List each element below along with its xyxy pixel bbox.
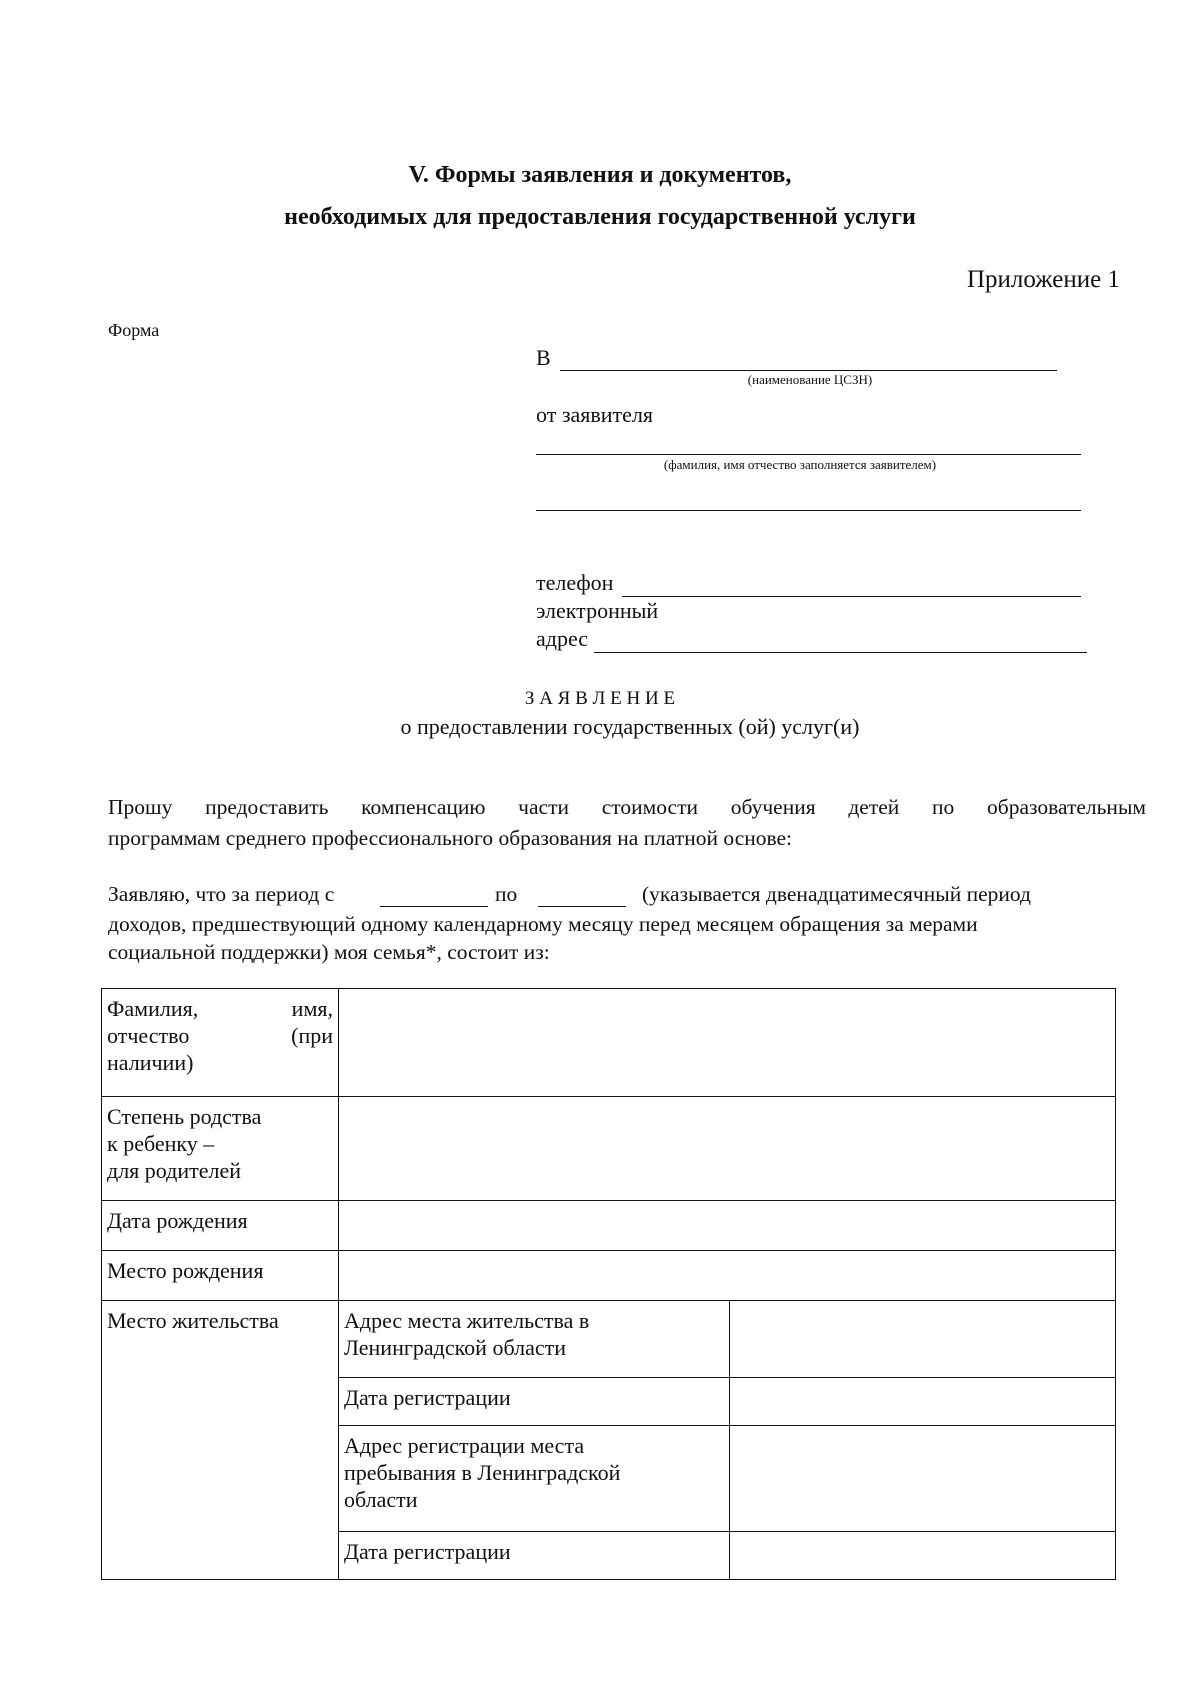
email-label-1: электронный	[536, 598, 659, 623]
paragraph-1-line-2: программам среднего профессионального образования на платной основе:	[108, 826, 793, 850]
stay-address-line-2: пребывания в Ленинградской	[344, 1460, 621, 1485]
period-to-text: по	[495, 882, 518, 906]
stay-registration-date-value-cell[interactable]	[730, 1532, 1116, 1580]
form-label: Форма	[108, 320, 160, 340]
kinship-value-cell[interactable]	[339, 1097, 1116, 1201]
table-row	[102, 1301, 1116, 1378]
from-caption: (фамилия, имя отчество заполняется заявителем)	[663, 457, 937, 472]
birth-place-value-cell[interactable]	[339, 1251, 1116, 1301]
stay-address-label-cell	[339, 1426, 730, 1532]
fio-word-5: наличии)	[107, 1050, 194, 1075]
registration-date-label: Дата регистрации	[339, 1378, 730, 1426]
kinship-line-2: к ребенку –	[107, 1131, 215, 1156]
birth-place-label: Место рождения	[102, 1251, 339, 1301]
appendix-label: Приложение 1	[967, 266, 1120, 293]
birth-date-label: Дата рождения	[102, 1201, 339, 1251]
residence-address-line-2: Ленинградской области	[344, 1335, 566, 1360]
fio-word-4: (при	[291, 1023, 333, 1048]
kinship-line-1: Степень родства	[107, 1104, 262, 1129]
period-to-field[interactable]	[538, 906, 626, 907]
email-field-line[interactable]	[594, 652, 1087, 653]
fio-word-3: отчество	[107, 1023, 190, 1048]
residence-address-label-cell	[339, 1301, 730, 1378]
period-from-field[interactable]	[380, 906, 488, 907]
kinship-line-3: для родителей	[107, 1158, 242, 1183]
table-row	[102, 989, 1116, 1097]
email-label-2: адрес	[536, 626, 589, 651]
fio-value-cell[interactable]	[339, 989, 1116, 1097]
from-field-line-2[interactable]	[536, 510, 1081, 511]
statement-subtitle: о предоставлении государственных (ой) услуг(и)	[400, 714, 860, 739]
to-caption: (наименование ЦСЗН)	[747, 372, 873, 387]
fio-word-2: имя,	[291, 996, 333, 1021]
residence-address-value-cell[interactable]	[730, 1301, 1116, 1378]
statement-title: З А Я В Л Е Н И Е	[524, 688, 676, 709]
heading-line-1: V. Формы заявления и документов,	[408, 162, 792, 188]
period-from-text: Заявляю, что за период с	[108, 882, 335, 906]
registration-date-value-cell[interactable]	[730, 1378, 1116, 1426]
stay-registration-date-label: Дата регистрации	[339, 1532, 730, 1580]
table-row	[102, 1201, 1116, 1251]
table-row	[102, 1251, 1116, 1301]
fio-word-1: Фамилия,	[107, 996, 199, 1021]
paragraph-1-line-1: Прошу предоставить компенсацию части стоимости обучения детей по образовательным	[108, 795, 1146, 819]
birth-date-value-cell[interactable]	[339, 1201, 1116, 1251]
paragraph-2-line-3: социальной поддержки) моя семья*, состоит из:	[108, 940, 550, 964]
heading-line-2: необходимых для предоставления государственной услуги	[284, 204, 916, 230]
stay-address-value-cell[interactable]	[730, 1426, 1116, 1532]
from-label: от заявителя	[536, 402, 654, 427]
paragraph-2-line-2: доходов, предшествующий одному календарному месяцу перед месяцем обращения за мерами	[108, 912, 978, 936]
table-row	[102, 1097, 1116, 1201]
period-note: (указывается двенадцатимесячный период	[642, 882, 1031, 906]
from-field-line-1[interactable]	[536, 454, 1081, 455]
kinship-label-cell	[102, 1097, 339, 1201]
to-prefix: В	[536, 345, 551, 370]
residence-address-line-1: Адрес места жительства в	[344, 1308, 590, 1333]
family-table	[101, 988, 1116, 1580]
to-field-line[interactable]	[560, 370, 1057, 371]
stay-address-line-3: области	[344, 1487, 418, 1512]
fio-label-cell	[102, 989, 339, 1097]
stay-address-line-1: Адрес регистрации места	[344, 1433, 585, 1458]
phone-label: телефон	[536, 570, 614, 595]
residence-label: Место жительства	[102, 1301, 339, 1580]
phone-field-line[interactable]	[622, 596, 1081, 597]
